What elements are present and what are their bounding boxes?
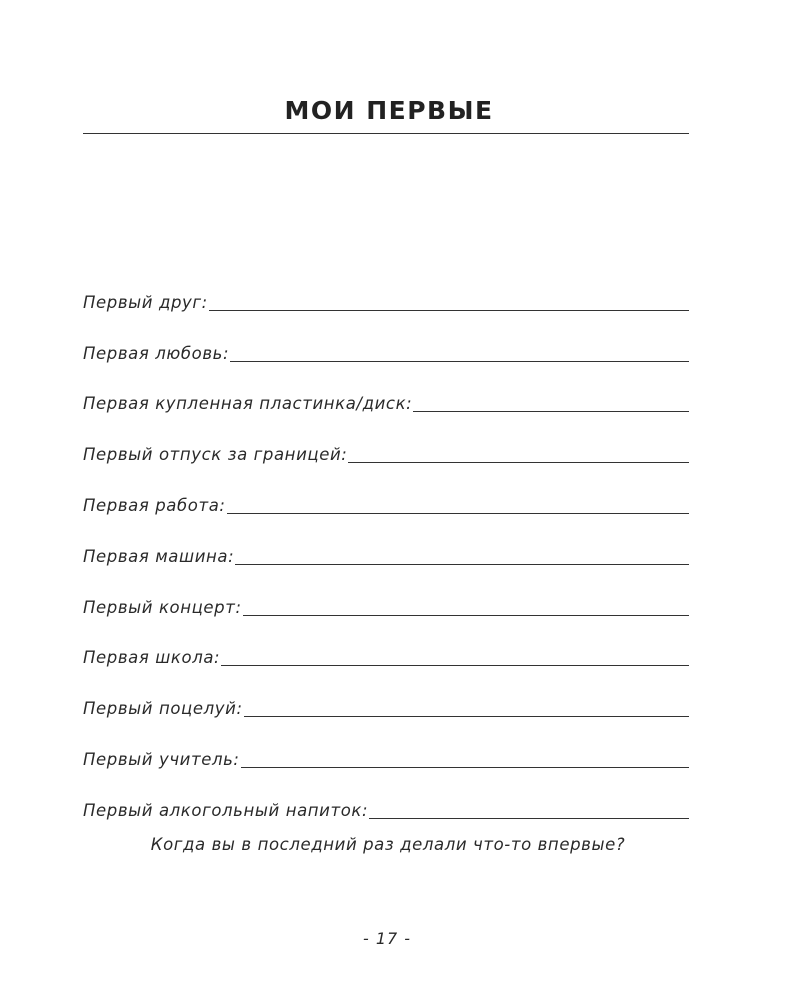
fill-in-line[interactable]	[244, 698, 689, 717]
field-label: Первый алкогольный напиток:	[83, 800, 369, 820]
fill-in-list	[83, 262, 689, 821]
field-label: Первая машина:	[83, 546, 235, 566]
title-underline	[83, 133, 689, 134]
fill-in-line[interactable]	[413, 393, 689, 412]
fill-in-line[interactable]	[221, 647, 689, 666]
fill-in-line[interactable]	[348, 444, 689, 463]
field-first-record	[83, 364, 689, 415]
field-label: Первый друг:	[83, 292, 208, 312]
field-label: Первый концерт:	[83, 597, 242, 617]
field-first-concert	[83, 567, 689, 618]
field-label: Первая любовь:	[83, 343, 230, 363]
field-label: Первый отпуск за границей:	[83, 445, 348, 465]
field-first-school	[83, 618, 689, 669]
fill-in-line[interactable]	[227, 495, 689, 514]
field-label: Первый поцелуй:	[83, 699, 243, 719]
fill-in-line[interactable]	[209, 292, 689, 311]
fill-in-line[interactable]	[230, 343, 689, 362]
fill-in-line[interactable]	[235, 546, 689, 565]
field-label: Первая купленная пластинка/диск:	[83, 394, 413, 414]
field-label: Первая школа:	[83, 648, 221, 668]
fill-in-line[interactable]	[369, 800, 689, 819]
field-first-drink	[83, 770, 689, 821]
field-label: Первая работа:	[83, 495, 226, 515]
fill-in-line[interactable]	[243, 597, 689, 616]
field-first-job	[83, 465, 689, 516]
field-label: Первый учитель:	[83, 749, 240, 769]
field-first-friend	[83, 262, 689, 313]
field-first-teacher	[83, 719, 689, 770]
page-title: МОИ ПЕРВЫЕ	[284, 96, 494, 125]
field-first-kiss	[83, 668, 689, 719]
field-first-trip-abroad	[83, 414, 689, 465]
field-first-car	[83, 516, 689, 567]
page-number: - 17 -	[362, 929, 412, 948]
fill-in-line[interactable]	[241, 749, 689, 768]
closing-question: Когда вы в последний раз делали что-то впервые?	[150, 835, 626, 854]
field-first-love	[83, 313, 689, 364]
